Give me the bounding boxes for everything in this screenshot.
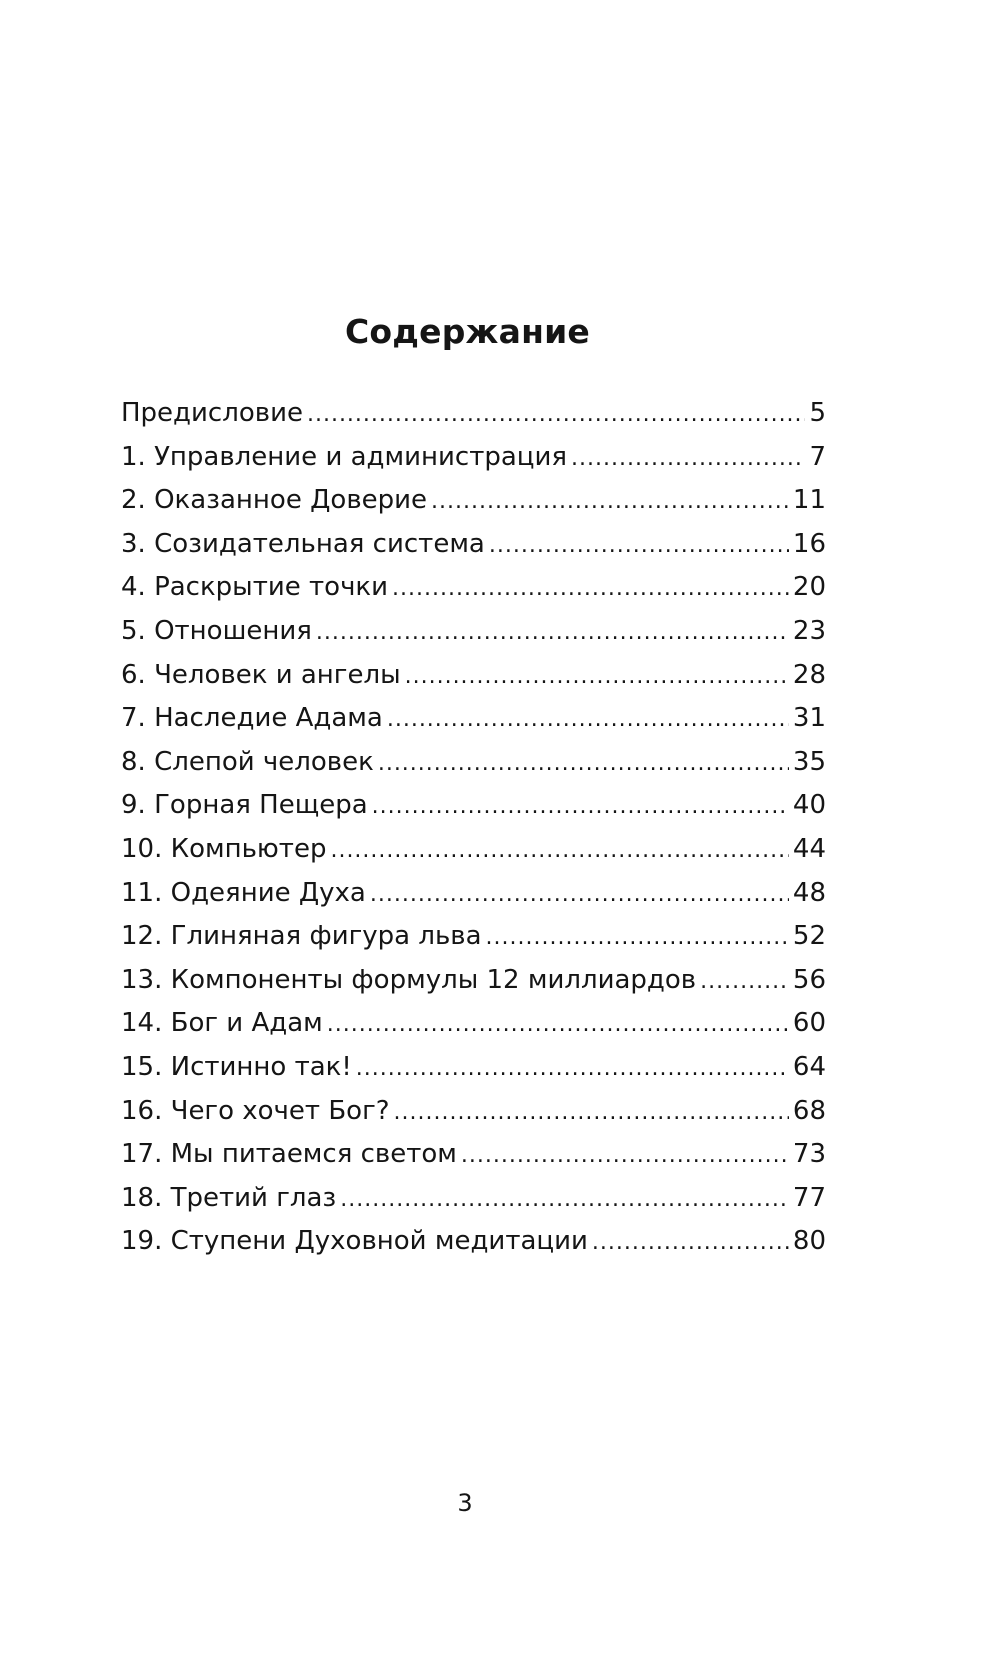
toc-entry (121, 1133, 826, 1177)
toc-entry-label: 6. Человек и ангелы (121, 659, 401, 690)
toc-entry-page: 11 (792, 485, 826, 516)
toc-entry-label: 13. Компоненты формулы 12 миллиардов (121, 964, 697, 995)
toc-entry-label: 16. Чего хочет Бог? (121, 1095, 390, 1126)
toc-dot-leader (489, 524, 789, 568)
toc-entry-label: Предисловие (121, 398, 303, 428)
toc-dot-leader (700, 960, 789, 1004)
toc-entry (121, 1002, 826, 1046)
toc-entry (121, 1220, 826, 1264)
toc-entry (121, 872, 826, 916)
toc-dot-leader (394, 1091, 789, 1135)
toc-dot-leader (571, 437, 805, 481)
toc-dot-leader (392, 567, 789, 611)
toc-dot-leader (316, 611, 789, 655)
toc-entry (121, 697, 826, 741)
toc-entry (121, 392, 826, 436)
toc-dot-leader (592, 1221, 789, 1265)
toc-entry-label: 15. Истинно так! (121, 1051, 352, 1082)
toc-entry-label: 7. Наследие Адама (121, 703, 383, 734)
toc-entry (121, 741, 826, 785)
toc-entry-page: 7 (809, 441, 826, 472)
toc-entry-label: 2. Оказанное Доверие (121, 485, 428, 516)
toc-dot-leader (356, 1047, 789, 1091)
toc-entry (121, 915, 826, 959)
toc-entry-page: 52 (792, 921, 826, 952)
toc-entry-label: 3. Созидательная система (121, 528, 485, 559)
toc-entry (121, 828, 826, 872)
toc-entry-page: 28 (792, 659, 826, 690)
toc-entry-label: 17. Мы питаемся светом (121, 1139, 457, 1170)
toc-entry-label: 9. Горная Пещера (121, 790, 368, 821)
toc-dot-leader (327, 1003, 789, 1047)
toc-entry-page: 60 (792, 1008, 826, 1039)
toc-entry-page: 73 (792, 1139, 826, 1170)
toc-entry (121, 479, 826, 523)
toc-entry-page: 77 (792, 1182, 826, 1213)
toc-entry (121, 654, 826, 698)
toc-entry-label: 5. Отношения (121, 615, 312, 646)
toc-entry-page: 5 (809, 398, 826, 428)
toc-entry (121, 566, 826, 610)
toc-entry-label: 12. Глиняная фигура льва (121, 921, 482, 952)
toc-entry-label: 18. Третий глаз (121, 1182, 337, 1213)
toc-entry-page: 80 (792, 1226, 826, 1257)
toc-entry (121, 1046, 826, 1090)
toc-entry (121, 436, 826, 480)
toc-entry-label: 19. Ступени Духовной медитации (121, 1226, 588, 1257)
toc-entry-label: 11. Одеяние Духа (121, 877, 366, 908)
toc-entry (121, 1177, 826, 1221)
toc-entry-label: 4. Раскрытие точки (121, 572, 389, 603)
toc-entry-page: 16 (792, 528, 826, 559)
toc-entry (121, 610, 826, 654)
toc-entry (121, 784, 826, 828)
toc-entry-label: 14. Бог и Адам (121, 1008, 323, 1039)
toc-dot-leader (461, 1134, 789, 1178)
toc-entry-label: 10. Компьютер (121, 833, 327, 864)
toc-entry (121, 1090, 826, 1134)
toc-dot-leader (370, 873, 789, 917)
toc-entry-page: 56 (792, 964, 826, 995)
toc-entry-page: 48 (792, 877, 826, 908)
toc-dot-leader (387, 698, 789, 742)
toc-dot-leader (340, 1178, 789, 1222)
page-number: 3 (457, 1489, 473, 1517)
toc-entry-label: 8. Слепой человек (121, 746, 374, 777)
toc-entry-page: 35 (792, 746, 826, 777)
toc-dot-leader (378, 742, 789, 786)
page-title: Содержание (345, 312, 590, 351)
toc-dot-leader (405, 655, 789, 699)
toc-entry-page: 40 (792, 790, 826, 821)
toc-dot-leader (307, 393, 805, 437)
toc-dot-leader (486, 916, 789, 960)
table-of-contents (121, 392, 826, 1264)
toc-entry-page: 31 (792, 703, 826, 734)
toc-entry-page: 44 (792, 833, 826, 864)
toc-entry (121, 959, 826, 1003)
toc-entry-page: 68 (792, 1095, 826, 1126)
toc-entry-page: 20 (792, 572, 826, 603)
toc-dot-leader (330, 829, 788, 873)
toc-entry-page: 23 (792, 615, 826, 646)
toc-entry-label: 1. Управление и администрация (121, 441, 568, 472)
toc-entry-page: 64 (792, 1051, 826, 1082)
toc-dot-leader (431, 480, 789, 524)
toc-dot-leader (372, 785, 789, 829)
toc-entry (121, 523, 826, 567)
